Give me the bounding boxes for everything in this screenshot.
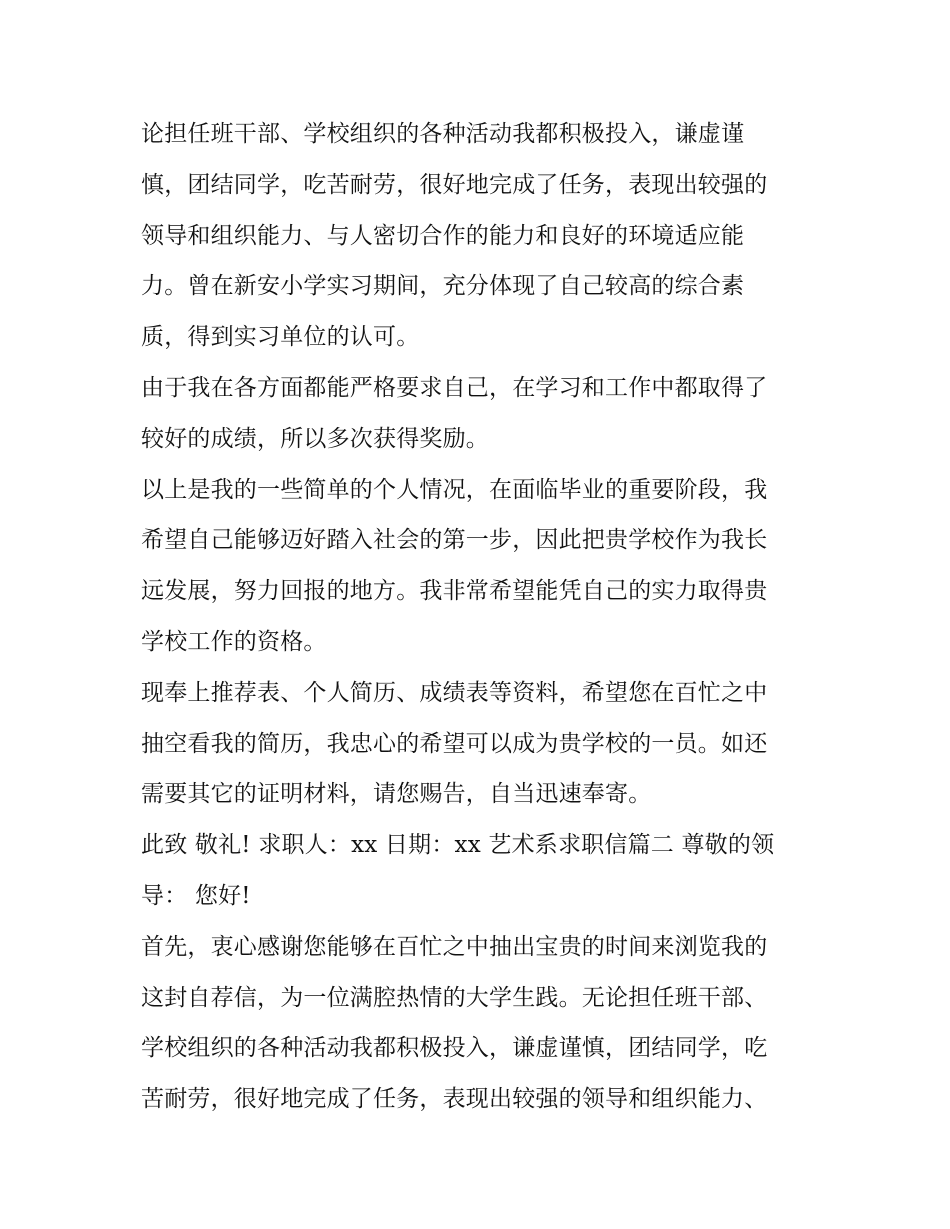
text-line: 导： 您好! [141, 882, 251, 909]
text-line: 学校组织的各种活动我都积极投入，谦虚谨慎，团结同学，吃 [141, 1035, 768, 1062]
text-line: 论担任班干部、学校组织的各种活动我都积极投入，谦虚谨 [141, 121, 745, 147]
text-line: 较好的成绩，所以多次获得奖励。 [141, 425, 489, 452]
text-line: 质，得到实习单位的认可。 [141, 324, 420, 351]
text-line: 学校工作的资格。 [141, 628, 327, 655]
text-line: 以上是我的一些简单的个人情况，在面临毕业的重要阶段，我 [141, 476, 768, 503]
text-line: 首先，衷心感谢您能够在百忙之中抽出宝贵的时间来浏览我的 [141, 933, 768, 960]
text-line: 领导和组织能力、与人密切合作的能力和良好的环境适应能 [141, 222, 745, 249]
text-line: 抽空看我的简历，我忠心的希望可以成为贵学校的一员。如还 [141, 730, 768, 757]
text-line: 苦耐劳，很好地完成了任务，表现出较强的领导和组织能力、 [141, 1086, 768, 1113]
text-line: 此致 敬礼! 求职人：xx 日期：xx 艺术系求职信篇二 尊敬的领 [141, 832, 775, 859]
text-line: 力。曾在新安小学实习期间，充分体现了自己较高的综合素 [141, 273, 745, 300]
text-line: 现奉上推荐表、个人简历、成绩表等资料，希望您在百忙之中 [141, 679, 768, 706]
text-line: 远发展，努力回报的地方。我非常希望能凭自己的实力取得贵 [141, 578, 768, 605]
text-line: 希望自己能够迈好踏入社会的第一步，因此把贵学校作为我长 [141, 527, 768, 554]
document-body [141, 109, 821, 1125]
text-line: 这封自荐信，为一位满腔热情的大学生践。无论担任班干部、 [141, 984, 768, 1011]
text-line: 需要其它的证明材料，请您赐告，自当迅速奉寄。 [141, 781, 652, 808]
text-line: 由于我在各方面都能严格要求自己，在学习和工作中都取得了 [141, 374, 768, 401]
text-line: 慎，团结同学，吃苦耐劳，很好地完成了任务，表现出较强的 [141, 171, 768, 198]
